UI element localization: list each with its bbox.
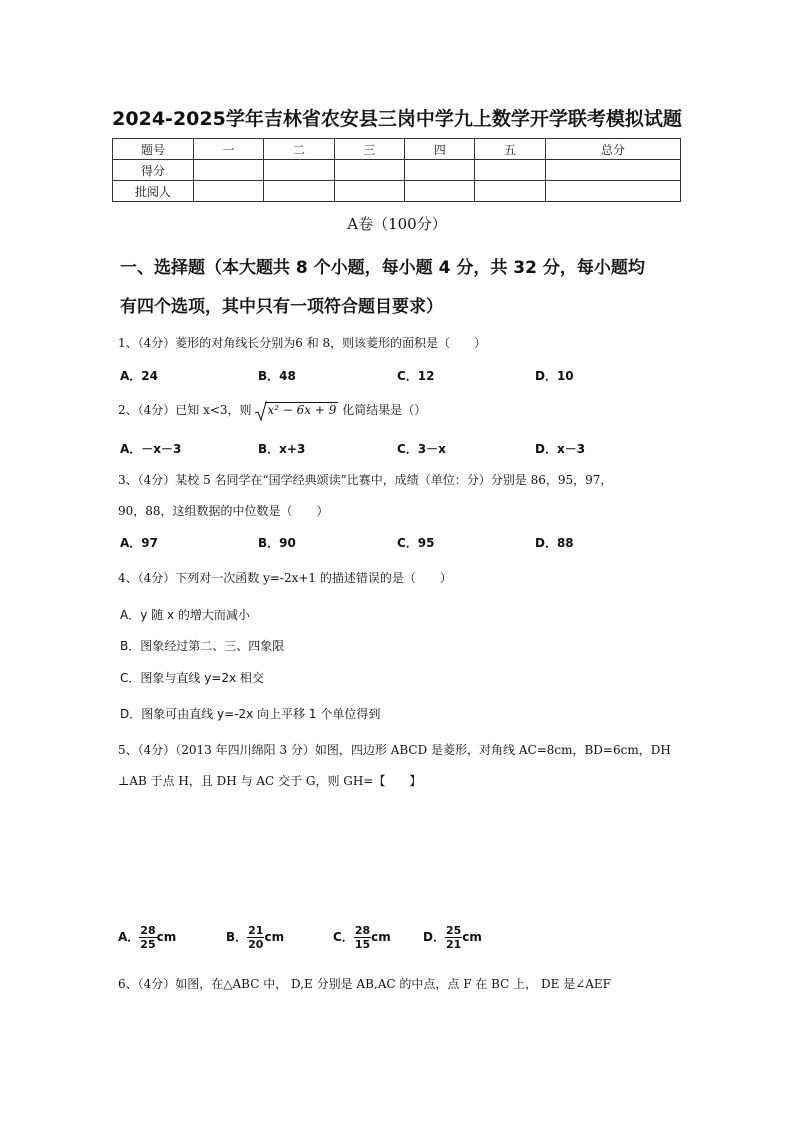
score-table-row-label: 批阅人 <box>113 181 194 202</box>
score-table-header-row <box>113 139 681 160</box>
q4-option-d: D．图象可由直线 y=-2x 向上平移 1 个单位得到 <box>120 707 381 721</box>
q2-sqrt <box>255 403 338 417</box>
score-table-header: 总分 <box>545 139 680 160</box>
fraction: $\frac{21}{20}$ <box>248 924 264 951</box>
radical-sign-icon <box>255 401 267 421</box>
score-table-header: 二 <box>264 139 334 160</box>
score-table-header: 三 <box>334 139 404 160</box>
q5-option-a: A． $\frac{28}{25}$ cm <box>118 924 177 951</box>
q2-option-c: C．3－x <box>397 442 446 456</box>
question-4: 4、（4分）下列对一次函数 y=-2x+1 的描述错误的是（ ） <box>118 571 452 585</box>
q2-prefix: 2、（4分）已知 x<3，则 <box>118 403 252 417</box>
score-cell <box>194 181 264 202</box>
q5-option-b: B． $\frac{21}{20}$ cm <box>226 924 285 951</box>
question-2 <box>118 401 426 418</box>
q3-option-c: C．95 <box>397 536 435 550</box>
q1-option-c: C．12 <box>397 369 435 383</box>
score-table-row-label: 得分 <box>113 160 194 181</box>
score-cell <box>405 181 475 202</box>
q5-option-d: D． $\frac{25}{21}$ cm <box>423 924 482 951</box>
score-cell <box>264 181 334 202</box>
score-cell <box>545 181 680 202</box>
q2-radicand: x² − 6x + 9 <box>267 403 337 417</box>
score-table-row <box>113 181 681 202</box>
score-table <box>112 138 681 202</box>
q1-option-a: A．24 <box>120 369 158 383</box>
score-cell <box>194 160 264 181</box>
score-cell <box>475 160 545 181</box>
fraction: $\frac{28}{25}$ <box>140 924 156 951</box>
score-cell <box>545 160 680 181</box>
q5-option-c: C． $\frac{28}{15}$ cm <box>333 924 391 951</box>
score-cell <box>334 160 404 181</box>
q2-option-b: B．x+3 <box>258 442 306 456</box>
q2-option-a: A．－x－3 <box>120 442 182 456</box>
section-a-title: A卷（100分） <box>347 215 447 233</box>
q4-option-c: C．图象与直线 y=2x 相交 <box>120 671 264 685</box>
score-table-row <box>113 160 681 181</box>
score-table-header: 四 <box>405 139 475 160</box>
part1-heading-line1: 一、选择题（本大题共 8 个小题，每小题 4 分，共 32 分，每小题均 <box>120 258 645 278</box>
question-3-line2: 90，88，这组数据的中位数是（ ） <box>118 504 329 518</box>
q1-option-d: D．10 <box>535 369 574 383</box>
part1-heading-line2: 有四个选项，其中只有一项符合题目要求） <box>120 297 443 317</box>
question-3-line1: 3、（4分）某校 5 名同学在“国学经典颂读”比赛中，成绩（单位：分）分别是 86，95，97， <box>118 473 613 487</box>
score-cell <box>405 160 475 181</box>
score-cell <box>264 160 334 181</box>
score-cell <box>475 181 545 202</box>
q2-option-d: D．x－3 <box>535 442 586 456</box>
exam-title: 2024-2025学年吉林省农安县三岗中学九上数学开学联考模拟试题 <box>112 108 682 130</box>
score-table-header: 一 <box>194 139 264 160</box>
fraction: $\frac{28}{15}$ <box>354 924 371 951</box>
question-6: 6、（4分）如图，在△ABC 中， D,E 分别是 AB,AC 的中点，点 F 在 BC 上， DE 是∠AEF <box>118 977 611 991</box>
fraction: $\frac{25}{21}$ <box>445 924 462 951</box>
q2-suffix: 化简结果是（） <box>342 403 427 417</box>
question-5-line2: ⊥AB 于点 H，且 DH 与 AC 交于 G，则 GH=【 】 <box>118 774 422 788</box>
q4-option-a: A．y 随 x 的增大而减小 <box>120 608 250 622</box>
question-5-line1: 5、（4分）（2013 年四川绵阳 3 分）如图，四边形 ABCD 是菱形，对角线 AC=8cm，BD=6cm，DH <box>118 743 671 757</box>
score-cell <box>334 181 404 202</box>
score-table-header: 题号 <box>113 139 194 160</box>
q3-option-b: B．90 <box>258 536 296 550</box>
q1-option-b: B．48 <box>258 369 296 383</box>
q4-option-b: B．图象经过第二、三、四象限 <box>120 639 285 653</box>
q3-option-d: D．88 <box>535 536 574 550</box>
question-1: 1、（4分）菱形的对角线长分别为6 和 8，则该菱形的面积是（ ） <box>118 336 487 350</box>
q3-option-a: A．97 <box>120 536 158 550</box>
score-table-header: 五 <box>475 139 545 160</box>
